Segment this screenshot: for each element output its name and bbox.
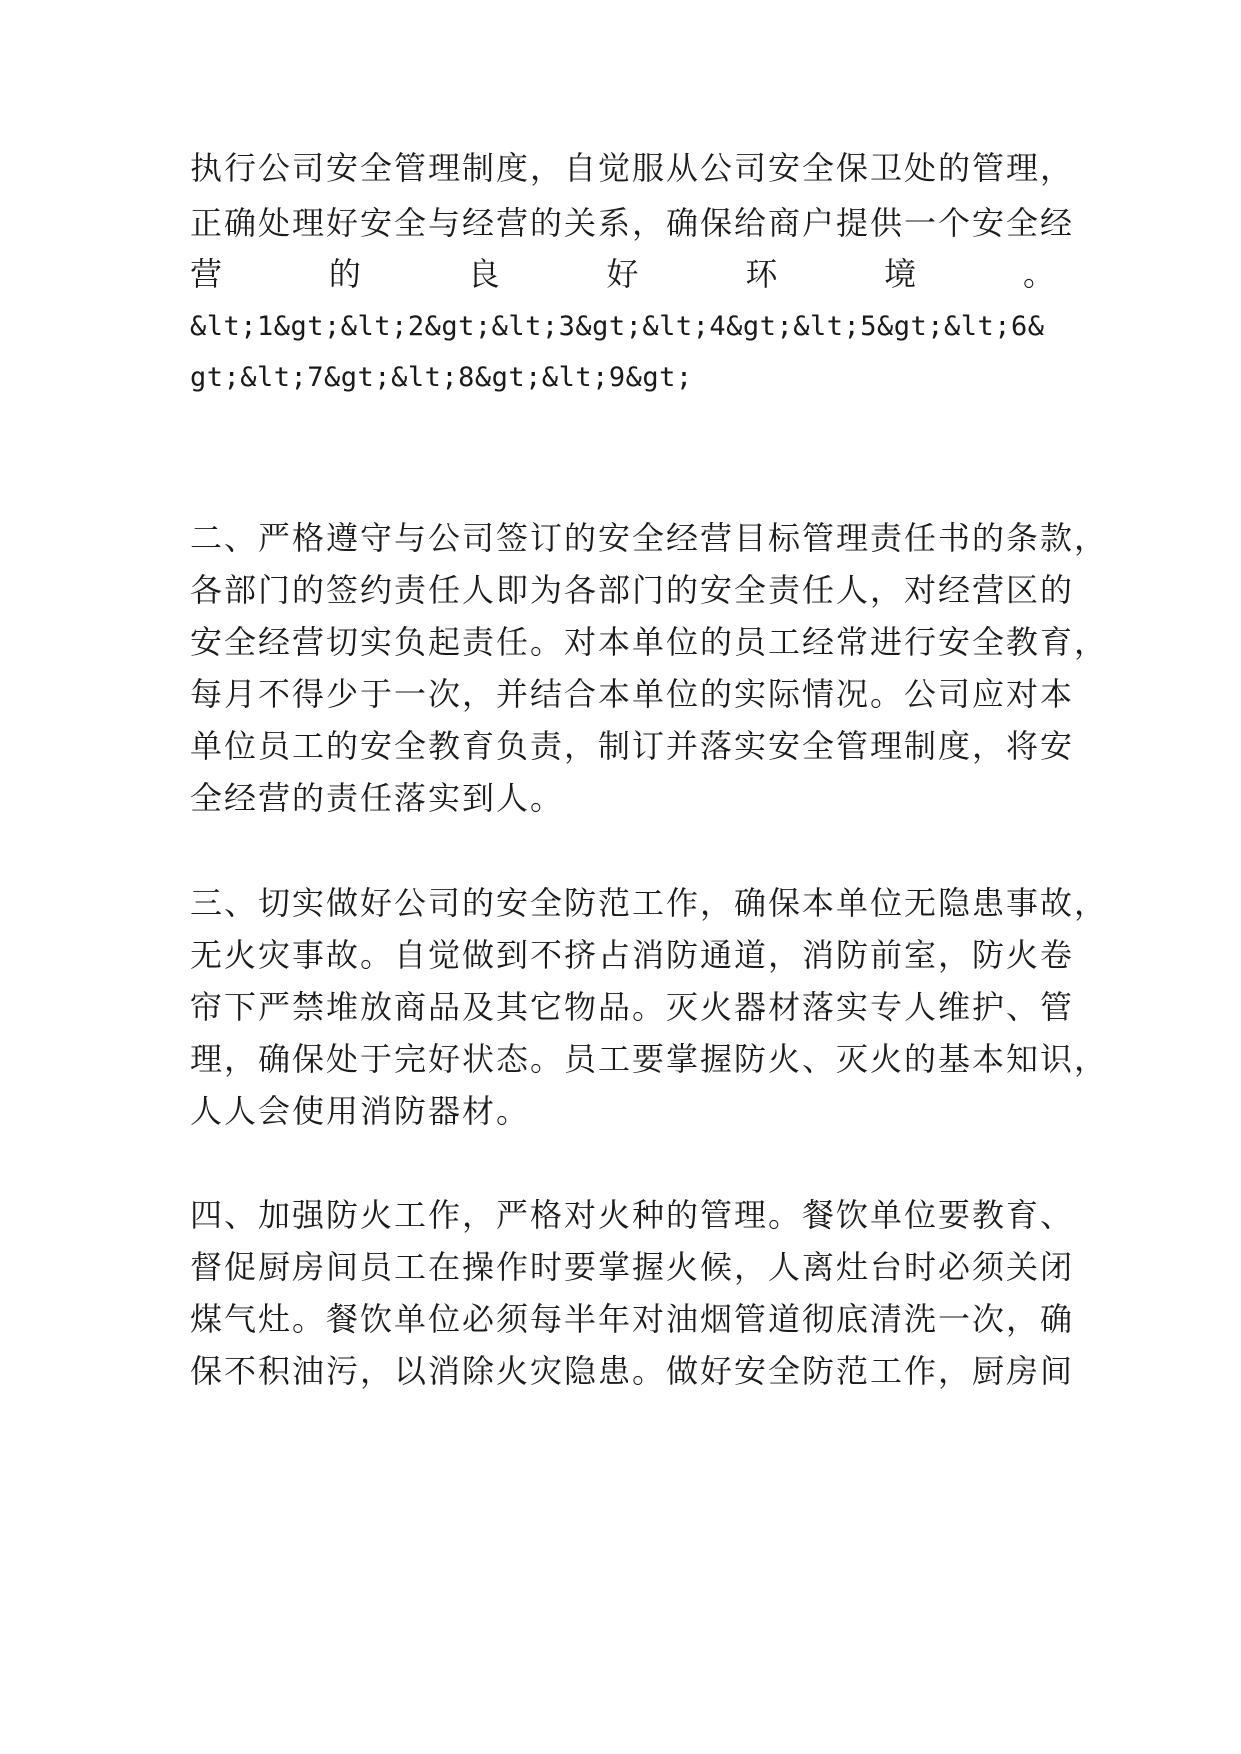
justified-char: 的 (328, 255, 361, 293)
paragraph-4-line-2: 督促厨房间员工在操作时要掌握火候，人离灶台时必须关闭 (190, 1248, 1075, 1286)
paragraph-1-line-2: 正确处理好安全与经营的关系，确保给商户提供一个安全经 (190, 204, 1075, 242)
paragraph-2-line-2: 各部门的签约责任人即为各部门的安全责任人，对经营区的 (190, 571, 1075, 609)
paragraph-2-line-1: 二、严格遵守与公司签订的安全经营目标管理责任书的条款， (190, 519, 1109, 557)
paragraph-2-line-4: 每月不得少于一次，并结合本单位的实际情况。公司应对本 (190, 675, 1075, 713)
paragraph-1-line-3 (190, 254, 1055, 294)
paragraph-4-line-4: 保不积油污，以消除火灾隐患。做好安全防范工作，厨房间 (190, 1352, 1075, 1390)
paragraph-3-line-5: 人人会使用消防器材。 (190, 1092, 531, 1130)
paragraph-1-line-4: &lt;1&gt;&lt;2&gt;&lt;3&gt;&lt;4&gt;&lt;5&gt;&lt;6& (190, 311, 1045, 342)
justified-char: 境 (884, 255, 917, 293)
paragraph-3-line-1: 三、切实做好公司的安全防范工作，确保本单位无隐患事故， (190, 884, 1109, 922)
justified-char: 营 (190, 255, 223, 293)
paragraph-4-line-3: 煤气灶。餐饮单位必须每半年对油烟管道彻底清洗一次，确 (190, 1300, 1075, 1338)
paragraph-1-line-5: gt;&lt;7&gt;&lt;8&gt;&lt;9&gt; (190, 362, 693, 393)
paragraph-2-line-5: 单位员工的安全教育负责，制订并落实安全管理制度，将安 (190, 727, 1075, 765)
paragraph-1-line-1: 执行公司安全管理制度，自觉服从公司安全保卫处的管理， (190, 149, 1075, 187)
justified-char: 环 (745, 255, 778, 293)
paragraph-4-line-1: 四、加强防火工作，严格对火种的管理。餐饮单位要教育、 (190, 1196, 1075, 1234)
justified-char: 良 (467, 255, 500, 293)
justified-char: 。 (1022, 255, 1055, 293)
paragraph-3-line-2: 无火灾事故。自觉做到不挤占消防通道，消防前室，防火卷 (190, 936, 1075, 974)
paragraph-3-line-4: 理，确保处于完好状态。员工要掌握防火、灭火的基本知识， (190, 1040, 1109, 1078)
justified-char: 好 (606, 255, 639, 293)
paragraph-2-line-6: 全经营的责任落实到人。 (190, 779, 565, 817)
paragraph-3-line-3: 帘下严禁堆放商品及其它物品。灭火器材落实专人维护、管 (190, 988, 1075, 1026)
paragraph-2-line-3: 安全经营切实负起责任。对本单位的员工经常进行安全教育， (190, 623, 1109, 661)
